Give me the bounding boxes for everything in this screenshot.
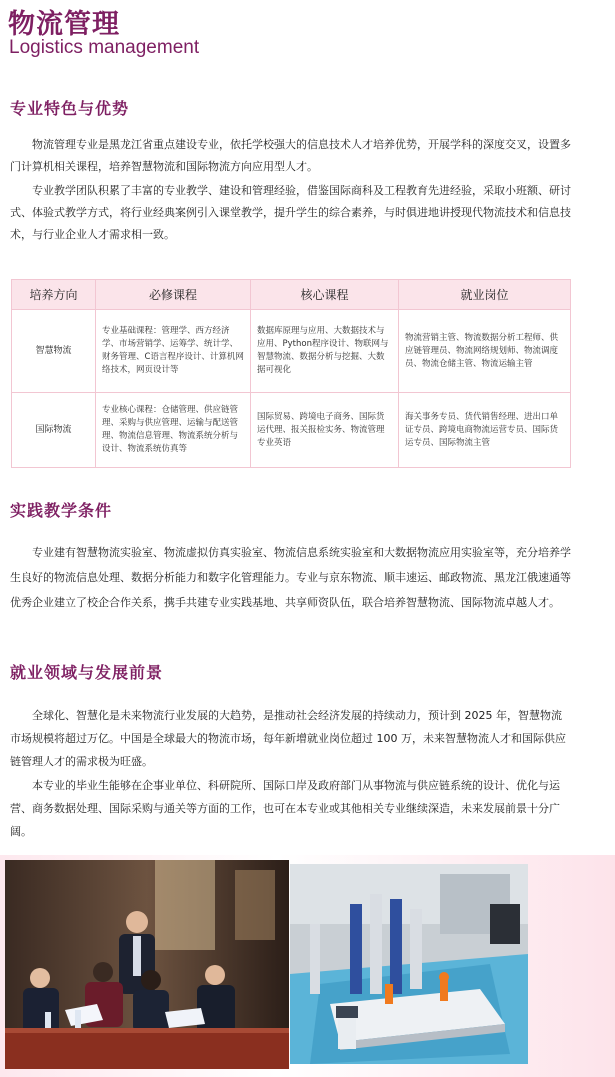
practice-paragraph-1: 专业建有智慧物流实验室、物流虚拟仿真实验室、物流信息系统实验室和大数据物流应用实验室等，充分培养学生良好的物流信息处理、数据分析能力和数字化管理能力。专业与京东物流、顺丰速运、邮政物流、黑龙江俄速通等优秀企业建立了校企合作关系，携手共建专业实践基地、共享师资队伍，联合培养智慧物流、国际物流卓越人才。: [10, 546, 571, 609]
curriculum-table: [11, 279, 571, 468]
logistics-lab-photo: [290, 864, 528, 1064]
career-paragraph-2: 本专业的毕业生能够在企事业单位、科研院所、国际口岸及政府部门从事物流与供应链系统的设计、优化与运营、商务数据处理、国际采购与通关等方面的工作，也可在本专业或其他相关专业继续深造，未来发展前景十分广阔。: [10, 779, 560, 838]
row-core-courses: 数据库原理与应用、大数据技术与应用、Python程序设计、物联网与智慧物流、数据分析与挖掘、大数据可视化: [251, 310, 399, 393]
features-paragraph-2: 专业教学团队积累了丰富的专业教学、建设和管理经验，借鉴国际商科及工程教育先进经验，采取小班额、研讨式、体验式教学方式，将行业经典案例引入课堂教学，提升学生的综合素养，与时俱进地讲授现代物流技术和信息技术，与行业企业人才需求相一致。: [10, 184, 571, 241]
row-jobs: 物流营销主管、物流数据分析工程师、供应链管理员、物流网络规划师、物流调度员、物流仓储主管、物流运输主管: [399, 310, 571, 393]
row-required-courses: 专业核心课程：仓储管理、供应链管理、采购与供应管理、运输与配送管理、物流信息管理、物流系统分析与设计、物流系统仿真等: [96, 393, 251, 468]
table-header-core: 核心课程: [251, 280, 399, 310]
row-required-courses: 专业基础课程：管理学、西方经济学、市场营销学、运筹学、统计学、财务管理、C语言程序设计、计算机网络技术，网页设计等: [96, 310, 251, 393]
table-row: [12, 310, 571, 393]
section-heading-career: 就业领域与发展前景: [10, 663, 164, 682]
features-paragraph-1: 物流管理专业是黑龙江省重点建设专业，依托学校强大的信息技术人才培养优势，开展学科的深度交叉，设置多门计算机相关课程，培养智慧物流和国际物流方向应用型人才。: [10, 138, 571, 173]
row-jobs: 海关事务专员、货代销售经理、进出口单证专员、跨境电商物流运营专员、国际货运专员、国际物流主管: [399, 393, 571, 468]
section-heading-features: 专业特色与优势: [10, 99, 130, 118]
row-direction: 智慧物流: [12, 310, 96, 393]
table-row: [12, 393, 571, 468]
meeting-photo: [5, 860, 289, 1069]
row-core-courses: 国际贸易、跨境电子商务、国际货运代理、报关报检实务、物流管理专业英语: [251, 393, 399, 468]
table-header-required: 必修课程: [96, 280, 251, 310]
table-header-direction: 培养方向: [12, 280, 96, 310]
page-title: 物流管理: [8, 9, 120, 40]
table-header-jobs: 就业岗位: [399, 280, 571, 310]
section-heading-practice: 实践教学条件: [10, 501, 113, 520]
page-subtitle-en: Logistics management: [9, 37, 200, 58]
career-paragraph-1: 全球化、智慧化是未来物流行业发展的大趋势，是推动社会经济发展的持续动力，预计到 2025 年，智慧物流市场规模将超过万亿。中国是全球最大的物流市场，每年新增就业岗位超过 100 万，未来智慧物流人才和国际供应链管理人才的需求极为旺盛。: [10, 709, 566, 768]
row-direction: 国际物流: [12, 393, 96, 468]
